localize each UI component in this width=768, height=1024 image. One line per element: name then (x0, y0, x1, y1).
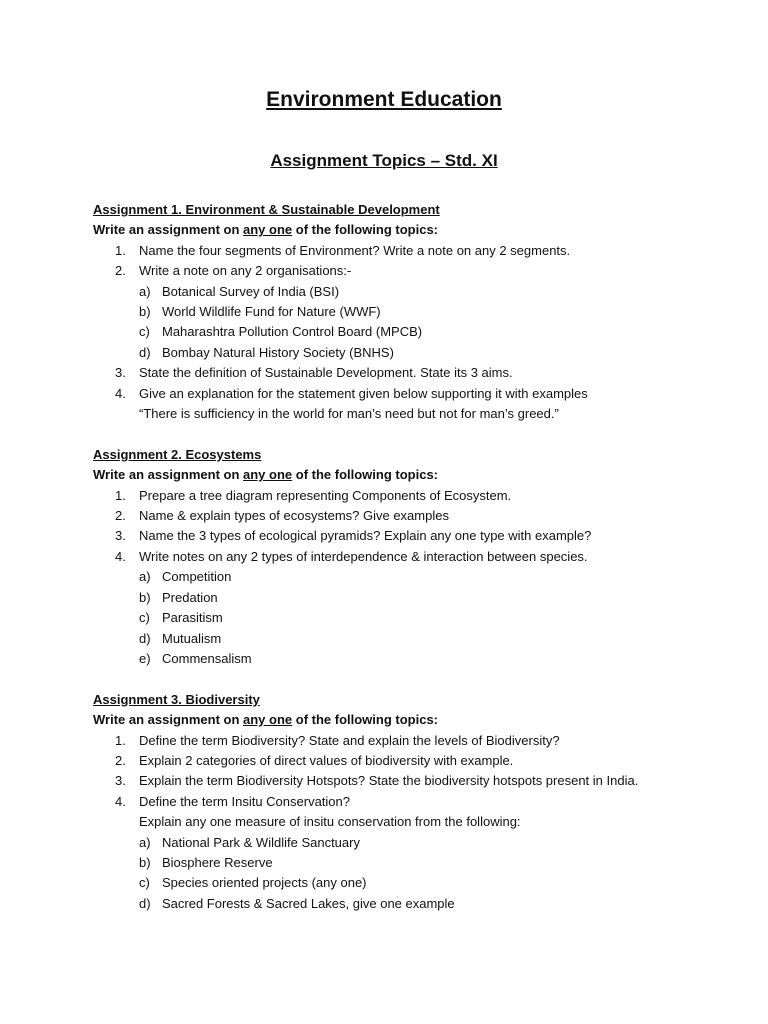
topic-text: State the definition of Sustainable Development. State its 3 aims. (139, 365, 513, 381)
subtopic-letter: a) (139, 283, 151, 299)
topic-number: 4. (115, 548, 126, 564)
subtopic-text: Sacred Forests & Sacred Lakes, give one example (162, 895, 455, 911)
subtopic-item (139, 629, 683, 649)
assignment-instruction: Write an assignment on any one of the following topics: (93, 712, 439, 728)
topic-number: 4. (115, 385, 126, 401)
assignment-section (93, 200, 683, 424)
subtopic-letter: d) (139, 344, 151, 360)
topic-item (93, 384, 683, 425)
topic-item (93, 547, 683, 669)
topic-item (93, 771, 683, 791)
subtopic-item (139, 833, 683, 853)
topic-item (93, 363, 683, 383)
topic-text: Explain the term Biodiversity Hotspots? State the biodiversity hotspots present in India. (139, 773, 639, 789)
assignment-instruction: Write an assignment on any one of the following topics: (93, 222, 439, 238)
assignment-instruction: Write an assignment on any one of the following topics: (93, 467, 439, 483)
assignment-heading: Assignment 2. Ecosystems (93, 446, 262, 462)
topic-number: 3. (115, 773, 126, 789)
subtopic-list (139, 567, 683, 669)
topic-number: 2. (115, 263, 126, 279)
topic-text: Prepare a tree diagram representing Components of Ecosystem. (139, 487, 512, 503)
topic-number: 2. (115, 508, 126, 524)
subtopic-item (139, 343, 683, 363)
document-body (93, 200, 683, 935)
assignment-heading: Assignment 1. Environment & Sustainable Development (93, 202, 440, 217)
topic-item (93, 792, 683, 914)
page-title: Environment Education (266, 88, 502, 111)
subtopic-list (139, 833, 683, 915)
topic-item (93, 526, 683, 546)
topic-number: 2. (115, 752, 126, 768)
topic-text: Define the term Insitu Conservation? (139, 793, 350, 809)
subtopic-text: Bombay Natural History Society (BNHS) (162, 344, 394, 360)
topic-item (93, 261, 683, 363)
topic-item (93, 751, 683, 771)
subtopic-item (139, 608, 683, 628)
subtopic-list (139, 282, 683, 364)
assignment-section (93, 445, 683, 669)
subtopic-item (139, 567, 683, 587)
topic-item (93, 506, 683, 526)
subtopic-letter: a) (139, 834, 151, 850)
subtopic-text: Competition (162, 569, 232, 585)
topic-number: 1. (115, 732, 126, 748)
topic-text: Give an explanation for the statement given below supporting it with examples (139, 385, 588, 401)
subtopic-letter: c) (139, 875, 150, 891)
topic-number: 1. (115, 242, 126, 258)
assignment-section (93, 690, 683, 914)
subtopic-item (139, 282, 683, 302)
topic-item (93, 731, 683, 751)
subtopic-letter: d) (139, 895, 151, 911)
subtopic-letter: c) (139, 324, 150, 340)
topic-quote: “There is sufficiency in the world for man’s need but not for man’s greed.” (139, 406, 559, 422)
subtopic-text: Biosphere Reserve (162, 854, 273, 870)
subtopic-item (139, 322, 683, 342)
topic-list (93, 241, 683, 425)
subtopic-text: Parasitism (162, 610, 223, 626)
assignment-heading: Assignment 3. Biodiversity (93, 691, 260, 707)
subtopic-item (139, 302, 683, 322)
subtopic-letter: b) (139, 304, 151, 320)
subtopic-item (139, 894, 683, 914)
topic-detail: Explain any one measure of insitu conservation from the following: (139, 814, 521, 830)
subtopic-text: Species oriented projects (any one) (162, 875, 367, 891)
topic-text: Define the term Biodiversity? State and explain the levels of Biodiversity? (139, 732, 560, 748)
topic-text: Name & explain types of ecosystems? Give examples (139, 508, 449, 524)
subtopic-letter: c) (139, 610, 150, 626)
topic-item (93, 241, 683, 261)
subtopic-item (139, 873, 683, 893)
topic-text: Write a note on any 2 organisations:- (139, 263, 352, 279)
subtopic-letter: b) (139, 589, 151, 605)
subtopic-item (139, 853, 683, 873)
topic-number: 4. (115, 793, 126, 809)
topic-number: 1. (115, 487, 126, 503)
topic-list (93, 486, 683, 670)
subtopic-item (139, 588, 683, 608)
topic-text: Name the 3 types of ecological pyramids? Explain any one type with example? (139, 528, 592, 544)
subtopic-text: National Park & Wildlife Sanctuary (162, 834, 360, 850)
subtopic-text: Mutualism (162, 630, 222, 646)
topic-item (93, 486, 683, 506)
subtopic-text: Maharashtra Pollution Control Board (MPCB) (162, 324, 423, 340)
subtopic-item (139, 649, 683, 669)
subtopic-letter: e) (139, 650, 151, 666)
page-subtitle: Assignment Topics – Std. XI (270, 151, 498, 170)
topic-list (93, 731, 683, 915)
subtopic-letter: b) (139, 854, 151, 870)
topic-text: Explain 2 categories of direct values of biodiversity with example. (139, 752, 514, 768)
subtopic-letter: d) (139, 630, 151, 646)
topic-number: 3. (115, 528, 126, 544)
subtopic-text: Commensalism (162, 650, 252, 666)
topic-text: Name the four segments of Environment? Write a note on any 2 segments. (139, 242, 571, 258)
subtopic-text: Botanical Survey of India (BSI) (162, 283, 340, 299)
subtopic-letter: a) (139, 569, 151, 585)
topic-text: Write notes on any 2 types of interdependence & interaction between species. (139, 548, 588, 564)
topic-number: 3. (115, 365, 126, 381)
subtopic-text: World Wildlife Fund for Nature (WWF) (162, 304, 381, 320)
subtopic-text: Predation (162, 589, 218, 605)
